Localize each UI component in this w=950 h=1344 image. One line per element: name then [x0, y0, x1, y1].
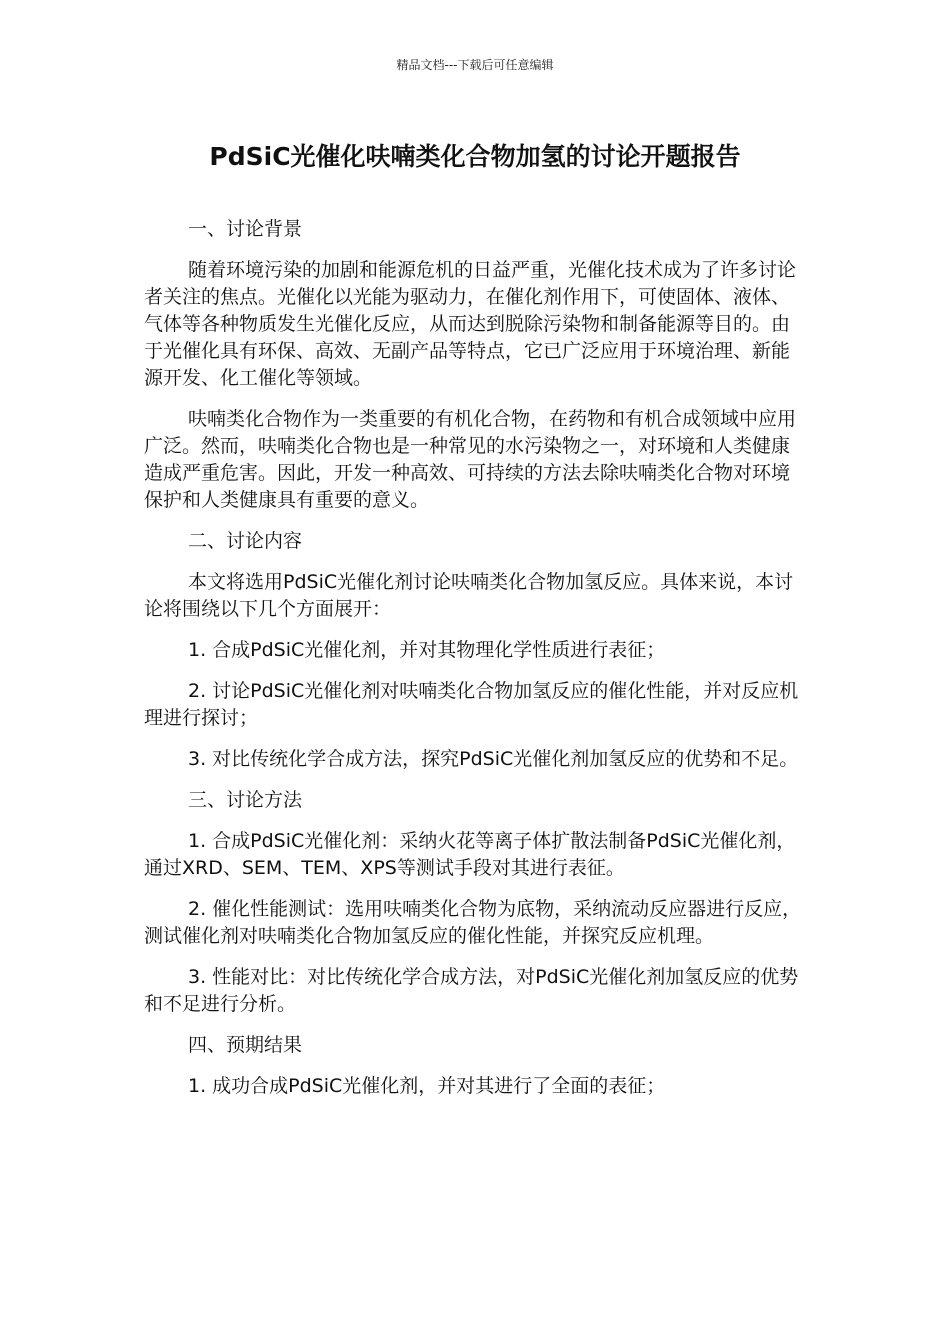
document-body [144, 216, 806, 1114]
section-heading-methods: 三、讨论方法 [188, 789, 303, 811]
list-item: 3. 对比传统化学合成方法，探究PdSiC光催化剂加氢反应的优势和不足。 [188, 748, 799, 770]
section-heading-expected-results: 四、预期结果 [188, 1034, 303, 1056]
section-heading-content: 二、讨论内容 [188, 530, 303, 552]
document-title: PdSiC光催化呋喃类化合物加氢的讨论开题报告 [209, 142, 741, 171]
page-header: 精品文档---下载后可任意编辑 [396, 58, 554, 72]
list-item: 1. 合成PdSiC光催化剂：采纳火花等离子体扩散法制备PdSiC光催化剂，通过XRD、SEM、TEM、XPS等测试手段对其进行表征。 [144, 830, 796, 879]
list-item: 1. 合成PdSiC光催化剂，并对其物理化学性质进行表征； [188, 639, 666, 661]
paragraph: 随着环境污染的加剧和能源危机的日益严重，光催化技术成为了许多讨论者关注的焦点。光催化以光能为驱动力，在催化剂作用下，可使固体、液体、气体等各种物质发生光催化反应，从而达到脱除污染物和制备能源等目的。由于光催化具有环保、高效、无副产品等特点，它已广泛应用于环境治理、新能源开发、化工催化等领域。 [144, 259, 797, 389]
paragraph: 本文将选用PdSiC光催化剂讨论呋喃类化合物加氢反应。具体来说，本讨论将围绕以下几个方面展开： [144, 571, 794, 620]
section-heading-background: 一、讨论背景 [188, 218, 303, 240]
list-item: 1. 成功合成PdSiC光催化剂，并对其进行了全面的表征； [188, 1075, 666, 1097]
list-item: 2. 讨论PdSiC光催化剂对呋喃类化合物加氢反应的催化性能，并对反应机理进行探讨； [144, 680, 799, 729]
list-item: 2. 催化性能测试：选用呋喃类化合物为底物，采纳流动反应器进行反应，测试催化剂对呋喃类化合物加氢反应的催化性能，并探究反应机理。 [144, 898, 802, 947]
list-item: 3. 性能对比：对比传统化学合成方法，对PdSiC光催化剂加氢反应的优势和不足进行分析。 [144, 966, 799, 1015]
paragraph: 呋喃类化合物作为一类重要的有机化合物，在药物和有机合成领域中应用广泛。然而，呋喃类化合物也是一种常见的水污染物之一，对环境和人类健康造成严重危害。因此，开发一种高效、可持续的方法去除呋喃类化合物对环境保护和人类健康具有重要的意义。 [144, 408, 797, 511]
